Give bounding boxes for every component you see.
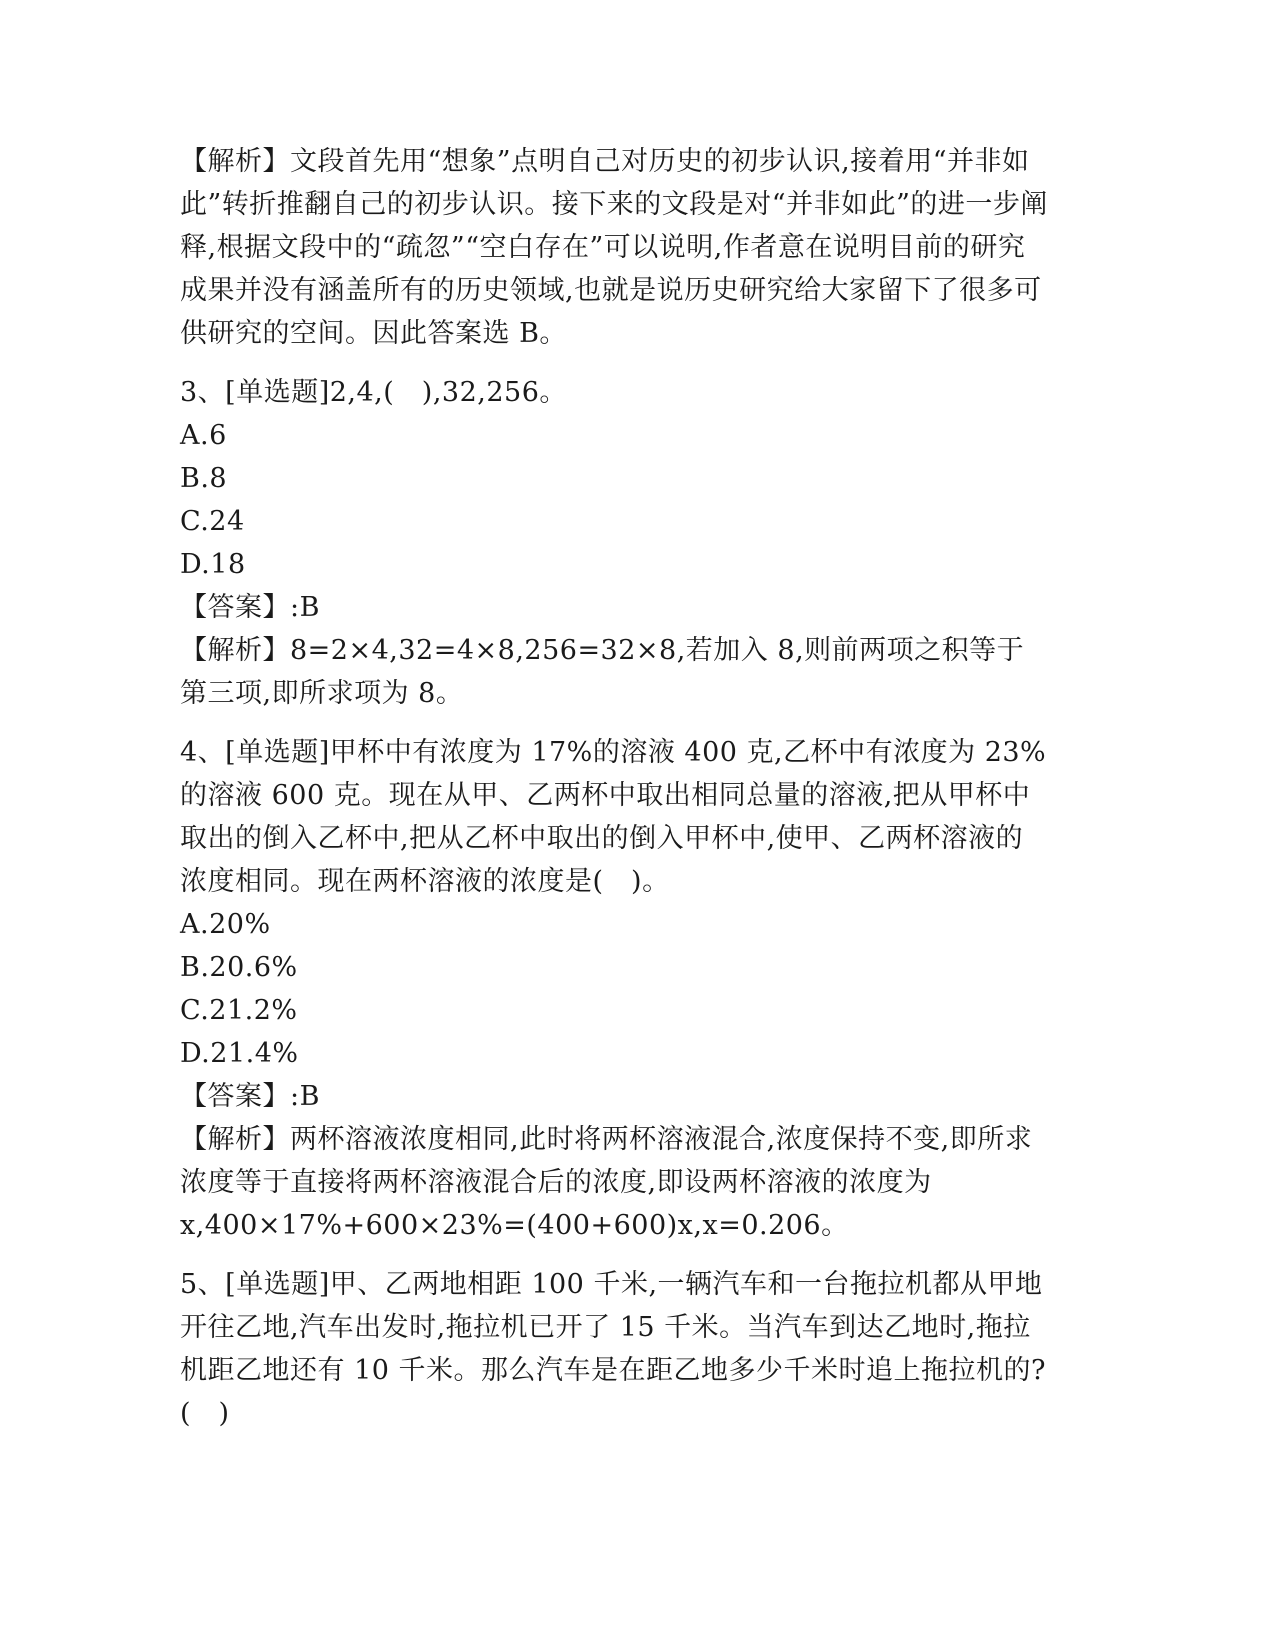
q3-stem: 3、[单选题]2,4,( ),32,256。 [180,377,567,408]
q3-option-b: B.8 [180,463,228,494]
q3-option-d: D.18 [180,549,246,580]
q3-option-c: C.24 [180,506,245,537]
document-page [180,140,1050,1435]
q3-analysis: 【解析】8=2×4,32=4×8,256=32×8,若加入 8,则前两项之积等于第三项,即所求项为 8。 [180,635,1025,709]
q4-option-d: D.21.4% [180,1038,299,1069]
q4-answer: 【答案】:B [180,1081,320,1112]
q3-option-a: A.6 [180,420,227,451]
q4-option-c: C.21.2% [180,995,298,1026]
q4-stem: 4、[单选题]甲杯中有浓度为 17%的溶液 400 克,乙杯中有浓度为 23%的溶液 600 克。现在从甲、乙两杯中取出相同总量的溶液,把从甲杯中取出的倒入乙杯中,把从乙杯中取出的倒入甲杯中,使甲、乙两杯溶液的浓度相同。现在两杯溶液的浓度是( )。 [180,737,1047,897]
q5-stem: 5、[单选题]甲、乙两地相距 100 千米,一辆汽车和一台拖拉机都从甲地开往乙地,汽车出发时,拖拉机已开了 15 千米。当汽车到达乙地时,拖拉机距乙地还有 10 千米。那么汽车是在距乙地多少千米时追上拖拉机的?( ) [180,1269,1046,1429]
q2-analysis: 【解析】文段首先用“想象”点明自己对历史的初步认识,接着用“并非如此”转折推翻自己的初步认识。接下来的文段是对“并非如此”的进一步阐释,根据文段中的“疏忽”“空白存在”可以说明,作者意在说明目前的研究成果并没有涵盖所有的历史领域,也就是说历史研究给大家留下了很多可供研究的空间。因此答案选 B。 [180,146,1048,349]
q4-option-a: A.20% [180,909,271,940]
q3-answer: 【答案】:B [180,592,320,623]
q4-analysis: 【解析】两杯溶液浓度相同,此时将两杯溶液混合,浓度保持不变,即所求浓度等于直接将两杯溶液混合后的浓度,即设两杯溶液的浓度为x,400×17%+600×23%=(400+600)x,x=0.206。 [180,1124,1033,1241]
q4-option-b: B.20.6% [180,952,298,983]
